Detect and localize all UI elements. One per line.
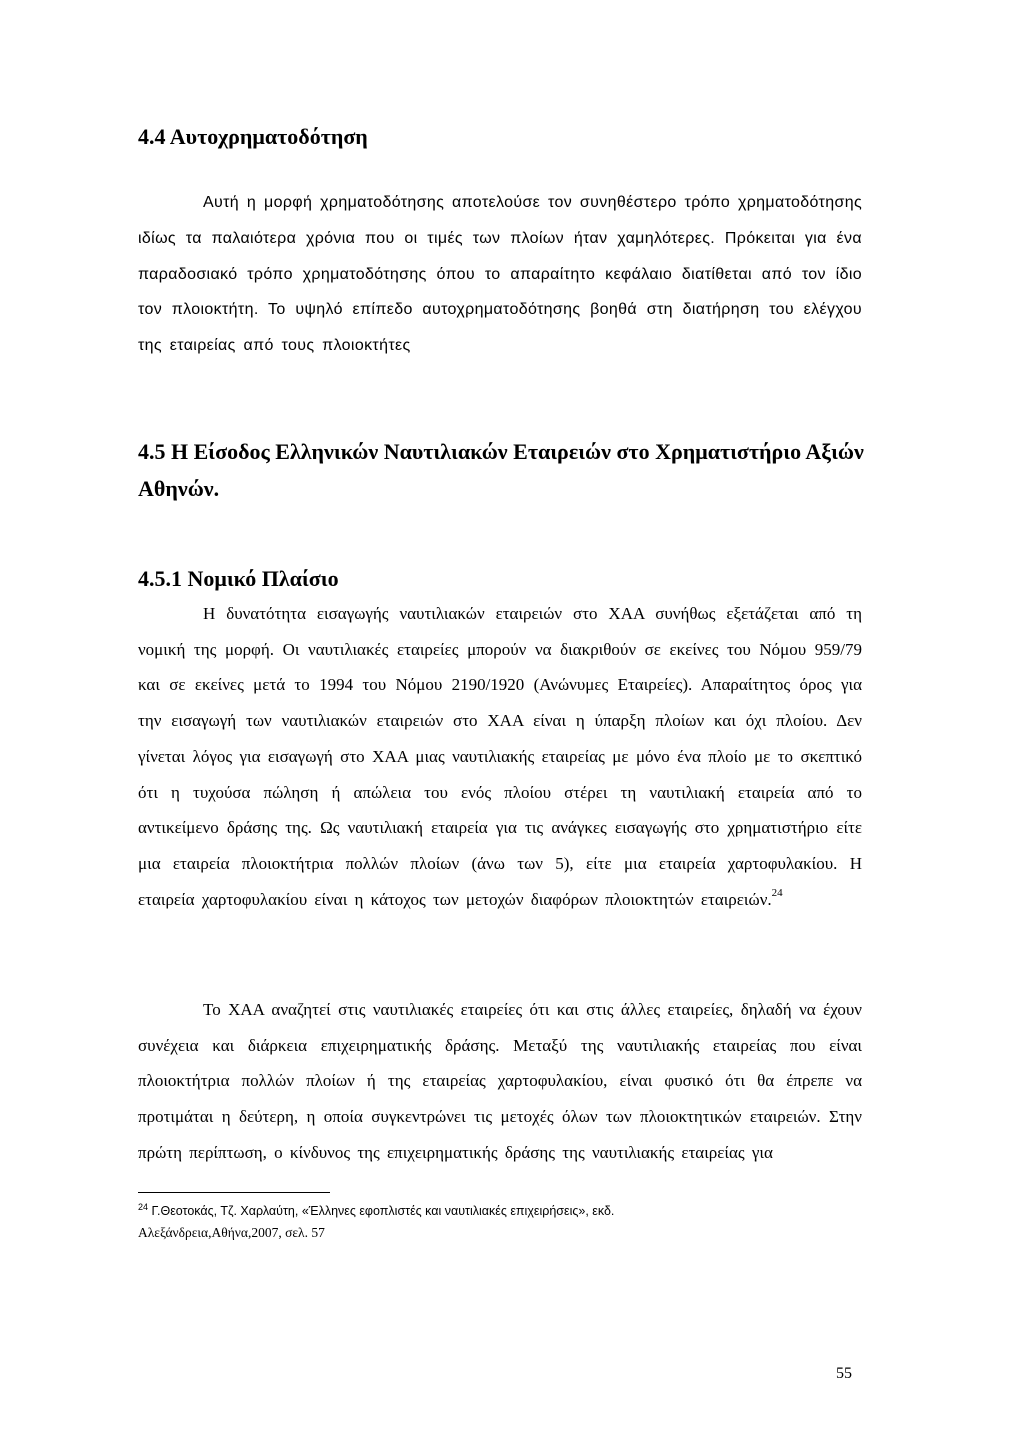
footnote-text-tail: Αλεξάνδρεια,Αθήνα,2007, σελ. 57 (138, 1225, 325, 1240)
section-heading-4-4: 4.4 Αυτοχρηματοδότηση (138, 124, 368, 149)
paragraph-athens-exchange-requirements: Το ΧΑΑ αναζητεί στις ναυτιλιακές εταιρείες ότι και στις άλλες εταιρείες, δηλαδή να έχουν συνέχεια και διάρκεια επιχειρηματικής δράσης. Μεταξύ της ναυτιλιακής εταιρείας που είναι πλοιοκτήτρια πολλών πλοίων ή της εταιρείας χαρτοφυλακίου, είναι φυσικό ότι θα έπρεπε να προτιμάται η δεύτερη, η οποία συγκεντρώνει τις μετοχές όλων των πλοιοκτητικών εταιρειών. Στην πρώτη περίπτωση, ο κίνδυνος της επιχειρηματικής δράσης της ναυτιλιακής εταιρείας για (138, 1000, 862, 1162)
footnote (138, 1200, 878, 1244)
footnote-reference: 24 (771, 886, 783, 899)
paragraph-self-financing: Αυτή η μορφή χρηματοδότησης αποτελούσε τον συνηθέστερο τρόπο χρηματοδότησης ιδίως τα παλαιότερα χρόνια που οι τιμές των πλοίων ήταν χαμηλότερες. Πρόκειται για ένα παραδοσιακό τρόπο χρηματοδότησης όπου το απαραίτητο κεφάλαιο διατίθεται από τον ίδιο τον πλοιοκτήτη. Το υψηλό επίπεδο αυτοχρηματοδότησης βοηθά στη διατήρηση του ελέγχου της εταιρείας από τους πλοιοκτήτες (138, 194, 862, 355)
footnote-text: Γ.Θεοτοκάς, Τζ. Χαρλαύτη, «Έλληνες εφοπλιστές και ναυτιλιακές επιχειρήσεις», εκδ. (151, 1204, 615, 1218)
section-heading-4-5: 4.5 Η Είσοδος Ελληνικών Ναυτιλιακών Εταιρειών στο Χρηματιστήριο Αξιών Αθηνών. (138, 439, 864, 501)
page-number: 55 (836, 1365, 852, 1382)
footnote-separator (138, 1192, 330, 1193)
section-heading-4-5-1: 4.5.1 Νομικό Πλαίσιο (138, 566, 339, 591)
paragraph-legal-framework (138, 596, 862, 917)
paragraph-legal-framework-text: Η δυνατότητα εισαγωγής ναυτιλιακών εταιρειών στο ΧΑΑ συνήθως εξετάζεται από τη νομική της μορφή. Οι ναυτιλιακές εταιρείες μπορούν να διακριθούν σε εκείνες του Νόμου 959/79 και σε εκείνες μετά το 1994 του Νόμου 2190/1920 (Ανώνυμες Εταιρείες). Απαραίτητος όρος για την εισαγωγή των ναυτιλιακών εταιρειών στο ΧΑΑ είναι η ύπαρξη πλοίων και όχι πλοίου. Δεν γίνεται λόγος για εισαγωγή στο ΧΑΑ μιας ναυτιλιακής εταιρείας με μόνο ένα πλοίο με το σκεπτικό ότι η τυχούσα πώληση ή απώλεια του ενός πλοίου στέρει τη ναυτιλιακή εταιρεία από το αντικείμενο δράσης της. Ως ναυτιλιακή εταιρεία για τις ανάγκες εισαγωγής στο χρηματιστήριο είτε μια εταιρεία πλοιοκτήτρια πολλών πλοίων (άνω των 5), είτε μια εταιρεία χαρτοφυλακίου. Η εταιρεία χαρτοφυλακίου είναι η κάτοχος των μετοχών διαφόρων πλοιοκτητών εταιρειών. (138, 604, 862, 909)
footnote-number: 24 (138, 1201, 149, 1212)
